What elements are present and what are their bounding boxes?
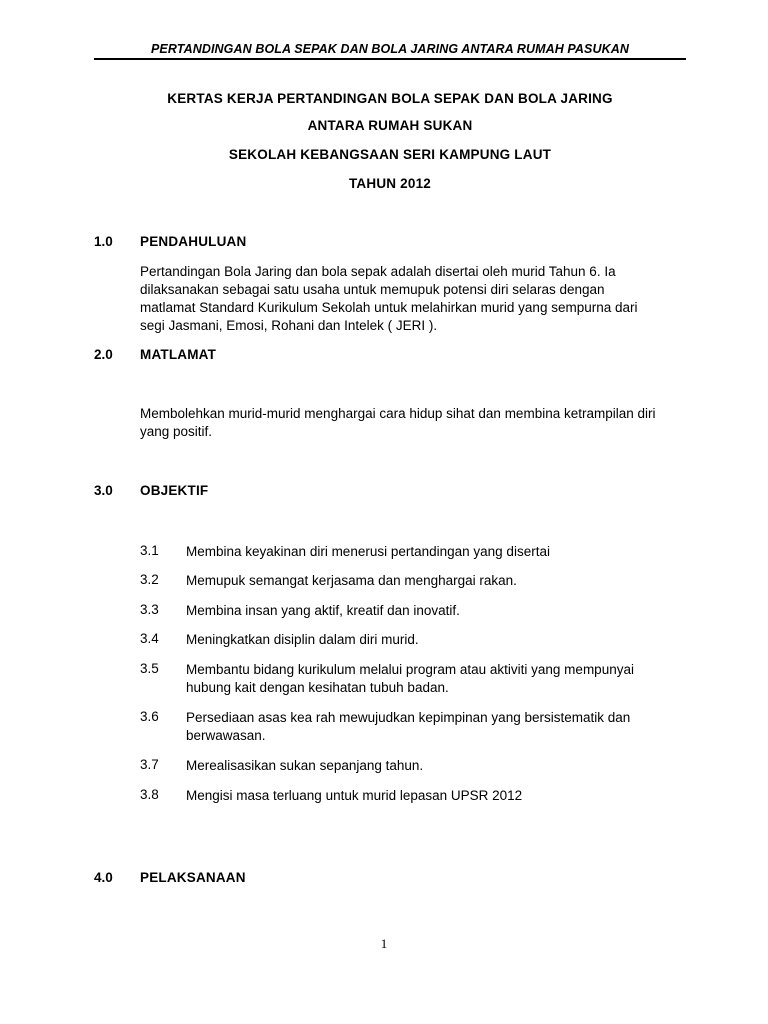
paragraph-line: segi Jasmani, Emosi, Rohani dan Intelek ( JERI ). bbox=[140, 318, 438, 333]
section-heading-pelaksanaan: PELAKSANAAN bbox=[140, 870, 246, 885]
objective-line: berwawasan. bbox=[186, 728, 266, 743]
section-heading-matlamat: MATLAMAT bbox=[140, 347, 217, 362]
section-number-2: 2.0 bbox=[94, 347, 113, 362]
document-title-line-4: TAHUN 2012 bbox=[348, 176, 432, 191]
matlamat-paragraph bbox=[140, 405, 695, 441]
paragraph-line: dilaksanakan sebagai satu usaha untuk memupuk potensi diri selaras dengan bbox=[140, 282, 605, 297]
pendahuluan-paragraph bbox=[140, 263, 695, 335]
objective-number: 3.6 bbox=[140, 709, 159, 724]
objective-line: Persediaan asas kea rah mewujudkan kepimpinan yang bersistematik dan bbox=[186, 710, 631, 725]
objective-number: 3.3 bbox=[140, 602, 159, 617]
objective-number: 3.8 bbox=[140, 787, 159, 802]
document-title-line-2: ANTARA RUMAH SUKAN bbox=[307, 118, 473, 133]
objective-line: Membantu bidang kurikulum melalui program atau aktiviti yang mempunyai bbox=[186, 662, 634, 677]
paragraph-line: matlamat Standard Kurikulum Sekolah untuk melahirkan murid yang sempurna dari bbox=[140, 300, 638, 315]
paragraph-line: Membolehkan murid-murid menghargai cara hidup sihat dan membina ketrampilan diri bbox=[140, 406, 656, 421]
objective-number: 3.1 bbox=[140, 543, 159, 558]
objective-text bbox=[186, 572, 696, 590]
paragraph-line: Pertandingan Bola Jaring dan bola sepak adalah disertai oleh murid Tahun 6. Ia bbox=[140, 264, 616, 279]
objective-text bbox=[186, 543, 696, 561]
document-title-line-1: KERTAS KERJA PERTANDINGAN BOLA SEPAK DAN BOLA JARING bbox=[167, 91, 613, 106]
objective-text bbox=[186, 757, 696, 775]
section-heading-pendahuluan: PENDAHULUAN bbox=[140, 234, 247, 249]
objective-line: Meningkatkan disiplin dalam diri murid. bbox=[186, 632, 419, 647]
objective-text bbox=[186, 787, 696, 805]
objective-line: Merealisasikan sukan sepanjang tahun. bbox=[186, 758, 424, 773]
header-divider bbox=[94, 58, 686, 60]
section-number-1: 1.0 bbox=[94, 234, 113, 249]
document-title-line-3: SEKOLAH KEBANGSAAN SERI KAMPUNG LAUT bbox=[228, 147, 552, 162]
objective-line: Membina insan yang aktif, kreatif dan inovatif. bbox=[186, 603, 460, 618]
objective-line: Memupuk semangat kerjasama dan menghargai rakan. bbox=[186, 573, 517, 588]
section-heading-objektif: OBJEKTIF bbox=[140, 483, 209, 498]
objective-line: Mengisi masa terluang untuk murid lepasan UPSR 2012 bbox=[186, 788, 523, 803]
paragraph-line: yang positif. bbox=[140, 424, 213, 439]
section-number-3: 3.0 bbox=[94, 483, 113, 498]
objective-number: 3.5 bbox=[140, 661, 159, 676]
page-number: 1 bbox=[380, 936, 388, 951]
objective-number: 3.7 bbox=[140, 757, 159, 772]
running-header: PERTANDINGAN BOLA SEPAK DAN BOLA JARING ANTARA RUMAH PASUKAN bbox=[151, 42, 629, 56]
objective-text bbox=[186, 631, 696, 649]
section-number-4: 4.0 bbox=[94, 870, 113, 885]
objective-text bbox=[186, 602, 696, 620]
objective-text bbox=[186, 709, 696, 745]
objective-text bbox=[186, 661, 696, 697]
objective-number: 3.2 bbox=[140, 572, 159, 587]
objective-line: Membina keyakinan diri menerusi pertandingan yang disertai bbox=[186, 544, 550, 559]
objective-number: 3.4 bbox=[140, 631, 159, 646]
objective-line: hubung kait dengan kesihatan tubuh badan. bbox=[186, 680, 449, 695]
